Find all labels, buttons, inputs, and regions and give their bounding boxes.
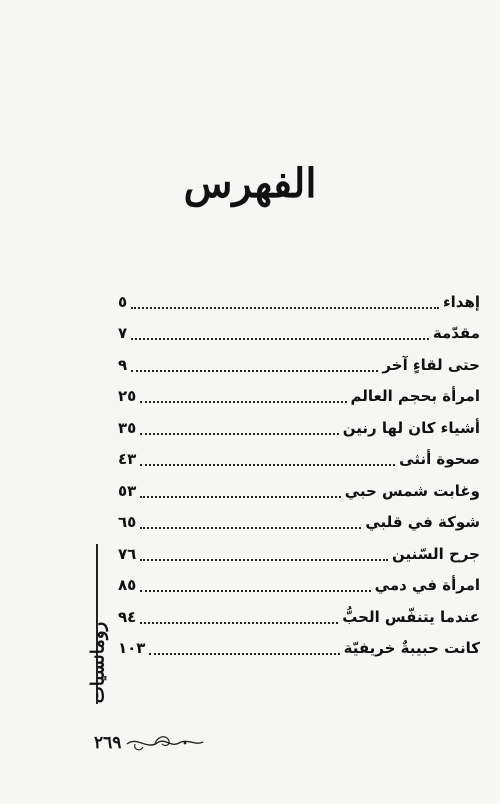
flourish-ornament-icon [125,732,205,754]
toc-entry [118,475,480,507]
toc-entry-page: ٥٣ [118,481,137,500]
toc-entry-page: ٧ [118,324,128,343]
toc-leader-dots [140,464,395,466]
toc-entry [118,318,480,350]
toc-entry-page: ٩ [118,355,128,374]
toc-entry-page: ٢٥ [118,387,137,406]
toc-entry [118,444,480,476]
toc-leader-dots [131,307,439,309]
toc-entry-page: ٤٣ [118,450,137,469]
toc-entry-title: جرح السّنين [392,544,480,563]
toc-entry-page: ١٠٣ [118,639,146,658]
toc-entry-title: شوكة في قلبي [365,513,480,532]
toc-leader-dots [140,527,361,529]
toc-entry-page: ٩٤ [118,607,137,626]
toc-leader-dots [140,590,370,592]
toc-entry [118,601,480,633]
toc-entry [118,633,480,665]
toc-entry-title: عندما يتنفّس الحبُّ [342,607,480,626]
series-label: رومانسيات [87,621,109,704]
toc-entry-page: ٣٥ [118,418,137,437]
toc-leader-dots [140,496,340,498]
toc-entry-title: كانت حبيبةٌ خريفيّة [343,639,480,658]
toc-entry [118,349,480,381]
toc-leader-dots [140,433,338,435]
toc-entry-title: حتى لقاءٍ آخر [382,355,480,374]
toc-entry [118,286,480,318]
toc-entry-title: امرأة في دمي [374,576,480,595]
toc-entry [118,412,480,444]
toc-entry-title: مقدّمة [432,324,480,343]
table-of-contents [118,286,480,664]
toc-entry [118,507,480,539]
toc-entry-title: امرأة بحجم العالم [350,387,480,406]
toc-entry [118,570,480,602]
toc-entry-page: ٥ [118,292,128,311]
toc-leader-dots [131,370,378,372]
page-number: ٢٦٩ [94,733,122,753]
toc-entry [118,381,480,413]
toc-entry-page: ٨٥ [118,576,137,595]
toc-leader-dots [140,622,338,624]
toc-entry-title: إهداء [442,292,480,311]
toc-entry [118,538,480,570]
toc-leader-dots [140,401,346,403]
toc-leader-dots [149,653,339,655]
toc-entry-page: ٦٥ [118,513,137,532]
toc-entry-page: ٧٦ [118,544,137,563]
page-title: الفهرس [183,160,317,207]
toc-leader-dots [131,338,429,340]
toc-entry-title: صحوة أنثى [399,450,480,469]
toc-entry-title: أشياء كان لها رنين [342,418,480,437]
toc-leader-dots [140,559,388,561]
toc-entry-title: وغابت شمس حبي [344,481,480,500]
